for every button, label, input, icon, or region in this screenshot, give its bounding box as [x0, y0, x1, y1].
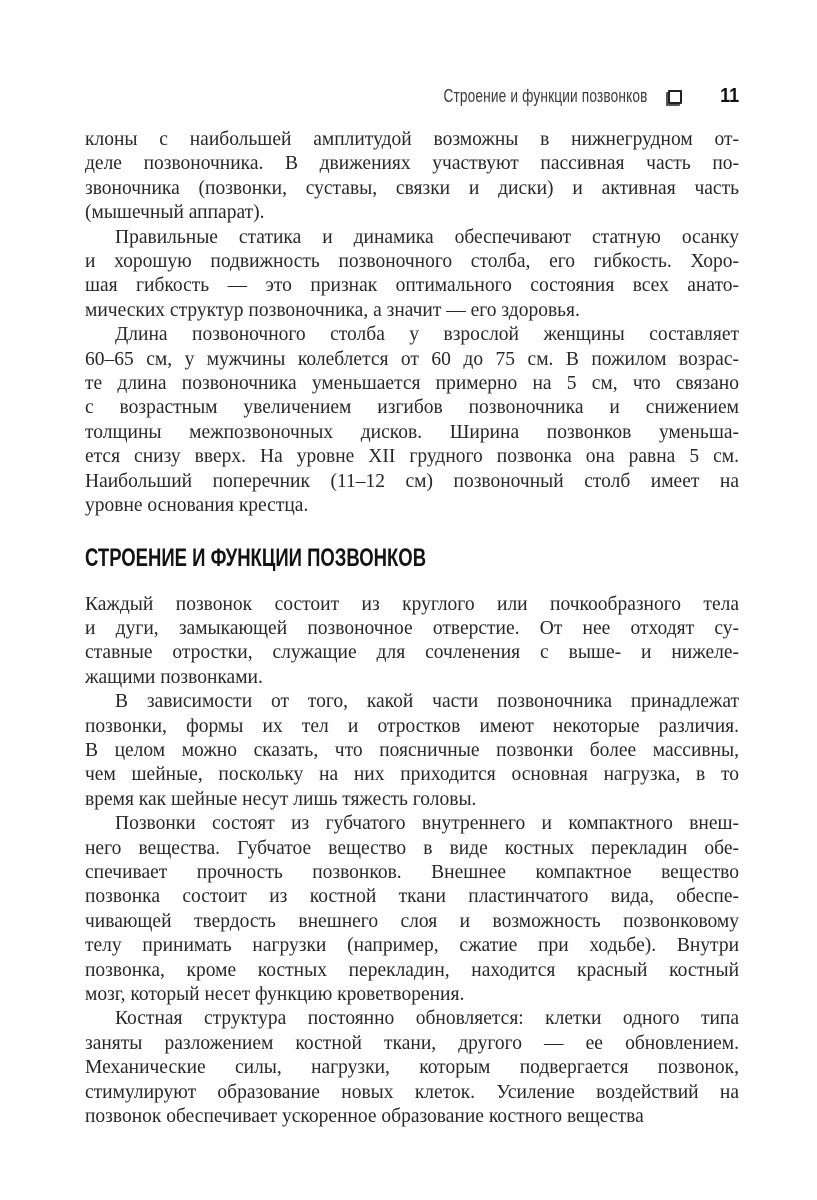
text-line: заняты разложением костной ткани, другого — ее обновлением.: [85, 1032, 739, 1054]
text-line: мозг, который несет функцию кроветворения.: [85, 984, 465, 1005]
text-line: толщины межпозвоночных дисков. Ширина позвонков уменьша-: [85, 421, 739, 443]
running-header: [85, 85, 739, 108]
text-line: позвонка состоит из костной ткани пластинчатого вида, обеспе-: [85, 886, 739, 908]
text-line: него вещества. Губчатое вещество в виде костных перекладин обе-: [85, 837, 739, 859]
text-line: 60–65 см, у мужчины колеблется от 60 до 75 см. В пожилом возрас-: [85, 348, 739, 370]
text-line: ставные отростки, служащие для сочленения с выше- и нижеле-: [85, 642, 739, 664]
text-line: Каждый позвонок состоит из круглого или почкообразного тела: [85, 593, 739, 615]
text-line: Правильные статика и динамика обеспечивают статную осанку: [115, 226, 739, 248]
square-bullet-icon: [668, 90, 682, 104]
text-line: жащими позвонками.: [85, 666, 263, 688]
paragraph: [85, 812, 739, 1007]
text-line: спечивает прочность позвонков. Внешнее компактное вещество: [85, 861, 739, 883]
text-line: (мышечный аппарат).: [85, 202, 265, 224]
text-line: с возрастным увеличением изгибов позвоночника и снижением: [85, 397, 739, 419]
section-heading: СТРОЕНИЕ И ФУНКЦИИ ПОЗВОНКОВ: [85, 543, 427, 572]
text-line: чивающей твердость внешнего слоя и возможность позвонковому: [85, 910, 739, 932]
paragraph: [85, 690, 739, 812]
text-line: позвонки, формы их тел и отростков имеют некоторые различия.: [85, 715, 739, 737]
text-line: позвонок обеспечивает ускоренное образование костного вещества: [85, 1106, 644, 1128]
page-number: 11: [719, 85, 739, 107]
text-line: время как шейные несут лишь тяжесть головы.: [85, 788, 477, 810]
text-line: Длина позвоночного столба у взрослой женщины составляет: [115, 324, 739, 346]
text-line: Позвонки состоят из губчатого внутреннего и компактного внеш-: [115, 813, 739, 835]
text-line: В зависимости от того, какой части позвоночника принадлежат: [115, 691, 739, 713]
text-line: Наибольший поперечник (11–12 см) позвоночный столб имеет на: [85, 470, 739, 492]
paragraph: [85, 128, 739, 226]
paragraph: [85, 1007, 739, 1129]
paragraph: [85, 323, 739, 518]
text-line: чем шейные, поскольку на них приходится основная нагрузка, в то: [85, 764, 739, 786]
running-title: Строение и функции позвонков: [443, 86, 648, 106]
text-line: Костная структура постоянно обновляется: клетки одного типа: [115, 1008, 739, 1030]
text-line: клоны с наибольшей амплитудой возможны в нижнегрудном от-: [85, 129, 739, 150]
text-line: те длина позвоночника уменьшается примерно на 5 см, что связано: [85, 373, 739, 395]
text-line: деле позвоночника. В движениях участвуют пассивная часть по-: [85, 153, 739, 175]
paragraph: [85, 593, 739, 691]
text-line: телу принимать нагрузки (например, сжатие при ходьбе). Внутри: [85, 935, 739, 957]
text-line: Механические силы, нагрузки, которым подвергается позвонок,: [85, 1057, 739, 1079]
text-line: и хорошую подвижность позвоночного столба, его гибкость. Хоро-: [85, 251, 739, 273]
paragraph: [85, 226, 739, 324]
text-line: мических структур позвоночника, а значит — его здоровья.: [85, 299, 580, 321]
text-line: звоночника (позвонки, суставы, связки и диски) и активная часть: [85, 177, 739, 199]
text-line: В целом можно сказать, что поясничные позвонки более массивны,: [85, 739, 739, 761]
text-line: стимулируют образование новых клеток. Усиление воздействий на: [85, 1081, 739, 1103]
text-line: и дуги, замыкающей позвоночное отверстие. От нее отходят су-: [85, 617, 739, 639]
body-text: [85, 128, 739, 1129]
text-line: позвонка, кроме костных перекладин, находится красный костный: [85, 959, 739, 981]
text-line: ется снизу вверх. На уровне XII грудного позвонка она равна 5 см.: [85, 446, 739, 468]
text-line: шая гибкость — это признак оптимального состояния всех анато-: [85, 275, 739, 297]
text-line: уровне основания крестца.: [85, 495, 309, 517]
